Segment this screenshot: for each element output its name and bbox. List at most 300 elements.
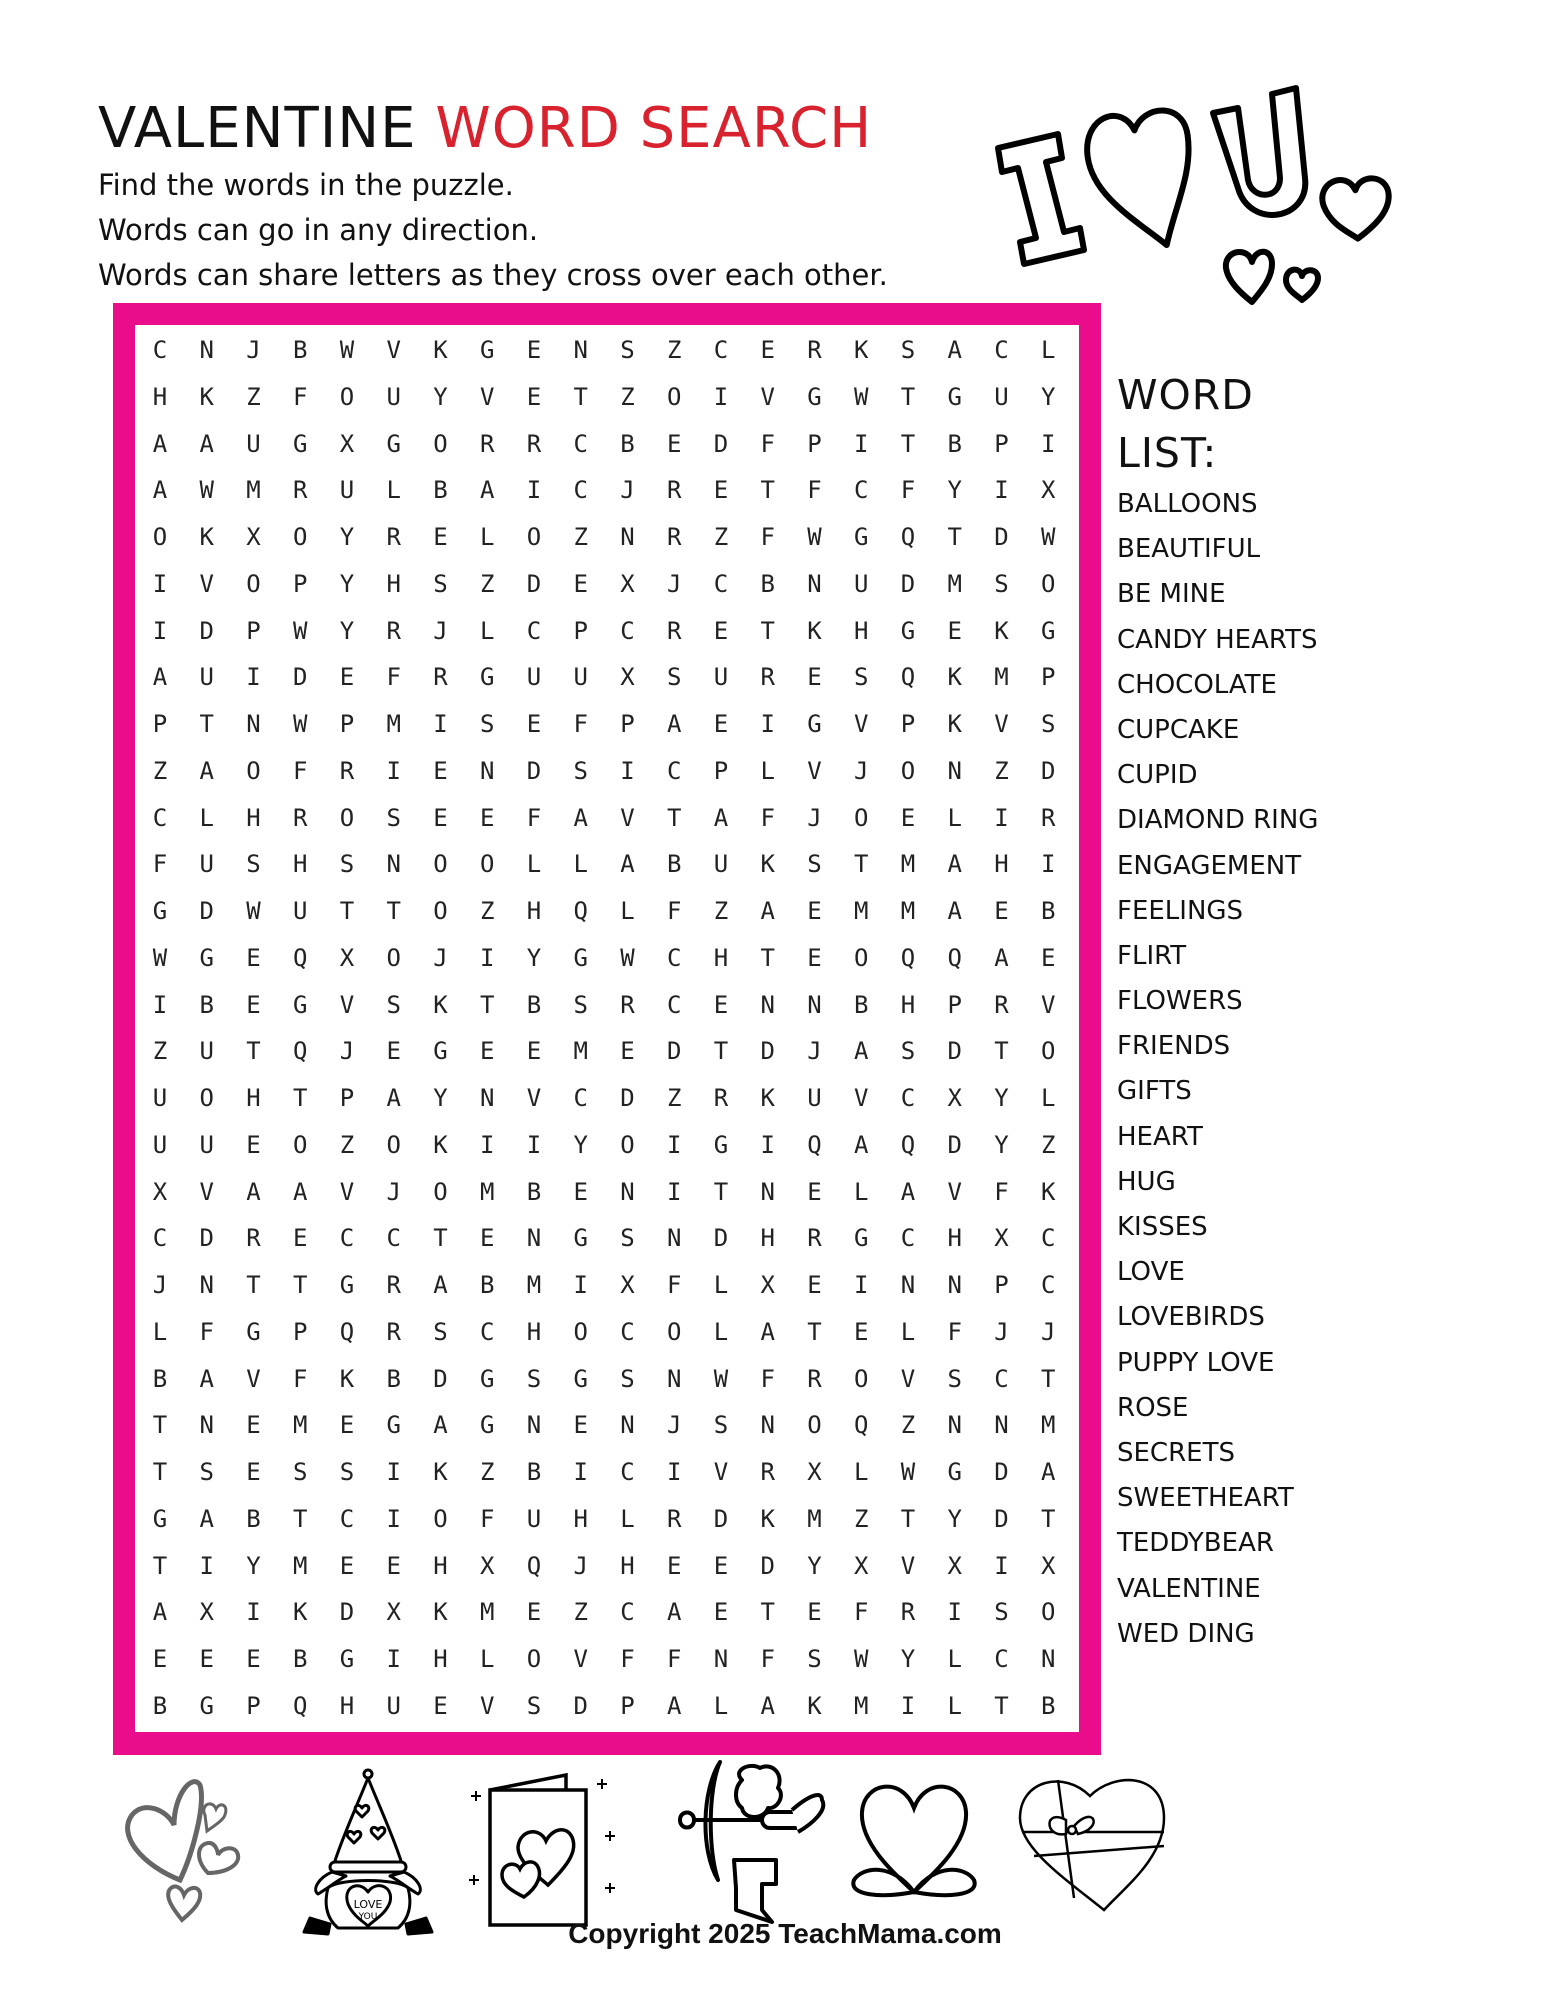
grid-cell[interactable]: M [480, 1598, 495, 1627]
grid-cell[interactable]: E [339, 1411, 355, 1440]
grid-cell[interactable]: M [526, 1271, 542, 1299]
grid-cell[interactable]: E [620, 1037, 635, 1066]
grid-cell[interactable]: E [667, 1551, 682, 1580]
grid-cell[interactable]: B [480, 1271, 495, 1299]
grid-cell[interactable]: T [760, 1598, 775, 1627]
grid-cell[interactable]: I [526, 476, 542, 505]
grid-cell[interactable]: U [526, 1504, 542, 1533]
grid-cell[interactable]: G [246, 1317, 261, 1346]
grid-cell[interactable]: X [1041, 1551, 1056, 1580]
grid-cell[interactable]: V [480, 382, 495, 411]
grid-cell[interactable]: X [947, 1551, 962, 1580]
grid-cell[interactable]: T [667, 803, 682, 832]
grid-cell[interactable]: T [293, 1084, 308, 1112]
grid-cell[interactable]: D [994, 1458, 1009, 1486]
grid-cell[interactable]: B [246, 1504, 261, 1533]
grid-cell[interactable]: S [526, 1691, 542, 1720]
grid-cell[interactable]: J [339, 1037, 355, 1066]
grid-cell[interactable]: K [433, 1130, 448, 1159]
grid-cell[interactable]: I [573, 1271, 588, 1299]
grid-cell[interactable]: V [480, 1691, 495, 1720]
grid-cell[interactable]: W [293, 616, 308, 645]
grid-cell[interactable]: A [900, 1177, 916, 1206]
grid-cell[interactable]: K [854, 336, 869, 364]
grid-cell[interactable]: D [667, 1037, 682, 1066]
grid-cell[interactable]: H [152, 382, 168, 411]
grid-cell[interactable]: S [713, 1411, 729, 1440]
grid-cell[interactable]: S [620, 336, 635, 364]
grid-cell[interactable]: N [994, 1411, 1009, 1440]
grid-cell[interactable]: T [199, 710, 214, 738]
grid-cell[interactable]: I [526, 1130, 542, 1159]
grid-cell[interactable]: N [526, 1224, 542, 1253]
grid-cell[interactable]: Q [573, 897, 588, 925]
grid-cell[interactable]: F [947, 1317, 962, 1346]
grid-cell[interactable]: N [526, 1411, 542, 1440]
grid-cell[interactable]: M [807, 1504, 822, 1533]
grid-cell[interactable]: S [994, 1598, 1009, 1627]
grid-cell[interactable]: O [246, 569, 261, 598]
grid-cell[interactable]: R [293, 803, 308, 832]
grid-cell[interactable]: L [947, 803, 962, 832]
grid-cell[interactable]: G [152, 897, 168, 925]
grid-cell[interactable]: C [854, 476, 869, 505]
grid-cell[interactable]: E [199, 1645, 214, 1673]
grid-cell[interactable]: S [386, 803, 401, 832]
grid-cell[interactable]: K [760, 850, 775, 879]
grid-cell[interactable]: Q [854, 1411, 869, 1440]
grid-cell[interactable]: G [900, 616, 916, 645]
grid-cell[interactable]: K [433, 1598, 448, 1627]
grid-cell[interactable]: E [433, 756, 448, 785]
grid-cell[interactable]: O [854, 803, 869, 832]
grid-cell[interactable]: R [480, 429, 495, 458]
grid-cell[interactable]: O [433, 897, 448, 925]
grid-cell[interactable]: U [199, 663, 214, 692]
grid-cell[interactable]: M [900, 897, 916, 925]
grid-cell[interactable]: L [199, 803, 214, 832]
grid-cell[interactable]: K [433, 1458, 448, 1486]
grid-cell[interactable]: U [994, 382, 1009, 411]
grid-cell[interactable]: E [480, 1224, 495, 1253]
grid-cell[interactable]: P [293, 569, 308, 598]
grid-cell[interactable]: V [1041, 990, 1056, 1019]
grid-cell[interactable]: E [667, 429, 682, 458]
grid-cell[interactable]: I [246, 1598, 261, 1627]
grid-cell[interactable]: M [246, 476, 261, 505]
grid-cell[interactable]: C [1041, 1224, 1056, 1253]
grid-cell[interactable]: S [573, 990, 588, 1019]
grid-cell[interactable]: D [760, 1551, 775, 1580]
grid-cell[interactable]: S [573, 756, 588, 785]
grid-cell[interactable]: T [293, 1271, 308, 1299]
grid-cell[interactable]: E [433, 1691, 448, 1720]
grid-cell[interactable]: J [854, 756, 869, 785]
grid-cell[interactable]: B [293, 1645, 308, 1673]
grid-cell[interactable]: K [760, 1084, 775, 1112]
grid-cell[interactable]: R [713, 1084, 729, 1112]
grid-cell[interactable]: O [620, 1130, 635, 1159]
grid-cell[interactable]: P [246, 1691, 261, 1720]
grid-cell[interactable]: S [900, 336, 916, 364]
grid-cell[interactable]: E [526, 1037, 542, 1066]
grid-cell[interactable]: H [526, 897, 542, 925]
grid-cell[interactable]: Z [994, 756, 1009, 785]
grid-cell[interactable]: I [386, 756, 401, 785]
grid-cell[interactable]: Z [667, 1084, 682, 1112]
grid-cell[interactable]: S [947, 1364, 962, 1393]
grid-cell[interactable]: V [246, 1364, 261, 1393]
grid-cell[interactable]: Y [433, 1084, 448, 1112]
grid-cell[interactable]: A [152, 663, 168, 692]
grid-cell[interactable]: U [807, 1084, 822, 1112]
grid-cell[interactable]: O [433, 1504, 448, 1533]
grid-cell[interactable]: C [152, 336, 168, 364]
grid-cell[interactable]: V [900, 1364, 916, 1393]
grid-cell[interactable]: F [760, 429, 775, 458]
grid-cell[interactable]: X [854, 1551, 869, 1580]
grid-cell[interactable]: V [339, 990, 355, 1019]
grid-cell[interactable]: A [854, 1130, 869, 1159]
grid-cell[interactable]: E [854, 1317, 869, 1346]
grid-cell[interactable]: E [900, 803, 916, 832]
grid-cell[interactable]: O [573, 1317, 588, 1346]
grid-cell[interactable]: E [386, 1037, 401, 1066]
grid-cell[interactable]: D [199, 897, 214, 925]
grid-cell[interactable]: P [994, 1271, 1009, 1299]
grid-cell[interactable]: T [760, 943, 775, 972]
grid-cell[interactable]: R [760, 1458, 775, 1486]
grid-cell[interactable]: C [386, 1224, 401, 1253]
grid-cell[interactable]: O [667, 1317, 682, 1346]
grid-cell[interactable]: D [573, 1691, 588, 1720]
grid-cell[interactable]: O [1041, 1598, 1056, 1627]
grid-cell[interactable]: F [293, 382, 308, 411]
grid-cell[interactable]: C [152, 1224, 168, 1253]
grid-cell[interactable]: D [199, 1224, 214, 1253]
grid-cell[interactable]: O [1041, 1037, 1056, 1066]
grid-cell[interactable]: K [339, 1364, 355, 1393]
grid-cell[interactable]: G [480, 336, 495, 364]
grid-cell[interactable]: E [807, 1598, 822, 1627]
grid-cell[interactable]: C [994, 336, 1009, 364]
grid-cell[interactable]: K [199, 382, 214, 411]
grid-cell[interactable]: Z [480, 1458, 495, 1486]
grid-cell[interactable]: E [713, 710, 729, 738]
grid-cell[interactable]: B [433, 476, 448, 505]
grid-cell[interactable]: R [807, 336, 822, 364]
grid-cell[interactable]: R [293, 476, 308, 505]
grid-cell[interactable]: F [293, 1364, 308, 1393]
grid-cell[interactable]: L [526, 850, 542, 879]
grid-cell[interactable]: R [807, 1224, 822, 1253]
grid-cell[interactable]: T [293, 1504, 308, 1533]
grid-cell[interactable]: L [386, 476, 401, 505]
grid-cell[interactable]: K [807, 616, 822, 645]
grid-cell[interactable]: G [947, 1458, 962, 1486]
grid-cell[interactable]: V [199, 569, 214, 598]
grid-cell[interactable]: X [199, 1598, 214, 1627]
grid-cell[interactable]: I [480, 1130, 495, 1159]
grid-cell[interactable]: A [947, 897, 962, 925]
grid-cell[interactable]: E [480, 803, 495, 832]
grid-cell[interactable]: N [760, 1177, 775, 1206]
grid-cell[interactable]: C [994, 1364, 1009, 1393]
grid-cell[interactable]: C [620, 616, 635, 645]
grid-cell[interactable]: D [900, 569, 916, 598]
grid-cell[interactable]: L [854, 1458, 869, 1486]
grid-cell[interactable]: L [947, 1691, 962, 1720]
grid-cell[interactable]: R [526, 429, 542, 458]
grid-cell[interactable]: M [1041, 1411, 1056, 1440]
grid-cell[interactable]: S [620, 1224, 635, 1253]
grid-cell[interactable]: H [339, 1691, 355, 1720]
grid-cell[interactable]: B [152, 1691, 168, 1720]
grid-cell[interactable]: E [246, 1645, 261, 1673]
grid-cell[interactable]: A [760, 1317, 775, 1346]
grid-cell[interactable]: P [900, 710, 916, 738]
grid-cell[interactable]: A [433, 1271, 448, 1299]
grid-cell[interactable]: X [339, 429, 355, 458]
grid-cell[interactable]: Z [152, 1037, 168, 1066]
grid-cell[interactable]: O [199, 1084, 214, 1112]
grid-cell[interactable]: O [1041, 569, 1056, 598]
grid-cell[interactable]: P [713, 756, 729, 785]
grid-cell[interactable]: V [900, 1551, 916, 1580]
grid-cell[interactable]: T [994, 1691, 1009, 1720]
grid-cell[interactable]: G [807, 710, 822, 738]
grid-cell[interactable]: S [199, 1458, 214, 1486]
grid-cell[interactable]: E [713, 1598, 729, 1627]
grid-cell[interactable]: A [667, 710, 682, 738]
grid-cell[interactable]: B [760, 569, 775, 598]
grid-cell[interactable]: P [152, 710, 168, 738]
grid-cell[interactable]: N [480, 1084, 495, 1112]
grid-cell[interactable]: K [433, 336, 448, 364]
grid-cell[interactable]: N [480, 756, 495, 785]
grid-cell[interactable]: S [807, 850, 822, 879]
grid-cell[interactable]: O [526, 1645, 542, 1673]
grid-cell[interactable]: X [386, 1598, 401, 1627]
grid-cell[interactable]: N [386, 850, 401, 879]
grid-cell[interactable]: K [760, 1504, 775, 1533]
grid-cell[interactable]: R [1041, 803, 1056, 832]
grid-cell[interactable]: O [854, 1364, 869, 1393]
grid-cell[interactable]: N [760, 990, 775, 1019]
grid-cell[interactable]: B [152, 1364, 168, 1393]
grid-cell[interactable]: X [620, 663, 635, 692]
grid-cell[interactable]: K [947, 710, 962, 738]
grid-cell[interactable]: N [199, 336, 214, 364]
grid-cell[interactable]: I [854, 429, 869, 458]
grid-cell[interactable]: F [760, 1364, 775, 1393]
grid-cell[interactable]: N [807, 569, 822, 598]
grid-cell[interactable]: E [386, 1551, 401, 1580]
grid-cell[interactable]: S [807, 1645, 822, 1673]
grid-cell[interactable]: G [854, 1224, 869, 1253]
grid-cell[interactable]: A [199, 429, 214, 458]
grid-cell[interactable]: T [386, 897, 401, 925]
grid-cell[interactable]: M [994, 663, 1009, 692]
grid-cell[interactable]: Q [900, 943, 916, 972]
grid-cell[interactable]: C [667, 943, 682, 972]
grid-cell[interactable]: E [152, 1645, 168, 1673]
grid-cell[interactable]: P [293, 1317, 308, 1346]
grid-cell[interactable]: D [760, 1037, 775, 1066]
grid-cell[interactable]: E [713, 1551, 729, 1580]
grid-cell[interactable]: H [293, 850, 308, 879]
grid-cell[interactable]: F [480, 1504, 495, 1533]
grid-cell[interactable]: V [713, 1458, 729, 1486]
grid-cell[interactable]: G [339, 1645, 355, 1673]
grid-cell[interactable]: J [152, 1271, 168, 1299]
grid-cell[interactable]: I [620, 756, 635, 785]
grid-cell[interactable]: Y [339, 616, 355, 645]
grid-cell[interactable]: R [386, 1271, 401, 1299]
grid-cell[interactable]: N [947, 1411, 962, 1440]
grid-cell[interactable]: D [713, 1224, 729, 1253]
grid-cell[interactable]: P [339, 710, 355, 738]
grid-cell[interactable]: W [854, 382, 869, 411]
grid-cell[interactable]: M [573, 1037, 588, 1066]
grid-cell[interactable]: R [433, 663, 448, 692]
grid-cell[interactable]: D [994, 523, 1009, 551]
grid-cell[interactable]: A [667, 1691, 682, 1720]
grid-cell[interactable]: R [667, 476, 682, 505]
grid-cell[interactable]: N [620, 523, 635, 551]
grid-cell[interactable]: C [900, 1224, 916, 1253]
grid-cell[interactable]: I [1041, 429, 1056, 458]
grid-cell[interactable]: V [573, 1645, 588, 1673]
grid-cell[interactable]: D [947, 1037, 962, 1066]
grid-cell[interactable]: X [994, 1224, 1009, 1253]
grid-cell[interactable]: F [760, 523, 775, 551]
grid-cell[interactable]: E [713, 616, 729, 645]
grid-cell[interactable]: V [760, 382, 775, 411]
grid-cell[interactable]: R [760, 663, 775, 692]
grid-cell[interactable]: I [152, 990, 168, 1019]
grid-cell[interactable]: Q [900, 663, 916, 692]
grid-cell[interactable]: I [713, 382, 729, 411]
grid-cell[interactable]: S [1041, 710, 1056, 738]
grid-cell[interactable]: G [386, 1411, 401, 1440]
grid-cell[interactable]: D [526, 756, 542, 785]
grid-cell[interactable]: F [900, 476, 916, 505]
grid-cell[interactable]: E [526, 710, 542, 738]
grid-cell[interactable]: A [947, 850, 962, 879]
grid-cell[interactable]: W [339, 336, 355, 364]
grid-cell[interactable]: J [433, 616, 448, 645]
grid-cell[interactable]: L [713, 1271, 729, 1299]
grid-cell[interactable]: A [760, 897, 775, 925]
grid-cell[interactable]: N [947, 1271, 962, 1299]
grid-cell[interactable]: V [386, 336, 401, 364]
grid-cell[interactable]: R [994, 990, 1009, 1019]
grid-cell[interactable]: J [807, 803, 822, 832]
grid-cell[interactable]: Z [900, 1411, 916, 1440]
grid-cell[interactable]: A [246, 1177, 261, 1206]
grid-cell[interactable]: U [339, 476, 355, 505]
grid-cell[interactable]: E [807, 943, 822, 972]
grid-cell[interactable]: Y [947, 1504, 962, 1533]
grid-cell[interactable]: N [573, 336, 588, 364]
grid-cell[interactable]: W [293, 710, 308, 738]
grid-cell[interactable]: Y [573, 1130, 588, 1159]
grid-cell[interactable]: L [760, 756, 775, 785]
grid-cell[interactable]: G [573, 1224, 588, 1253]
grid-cell[interactable]: V [854, 1084, 869, 1112]
grid-cell[interactable]: S [994, 569, 1009, 598]
grid-cell[interactable]: Z [573, 1598, 588, 1627]
grid-cell[interactable]: N [199, 1411, 214, 1440]
grid-cell[interactable]: U [152, 1130, 168, 1159]
grid-cell[interactable]: A [293, 1177, 308, 1206]
grid-cell[interactable]: C [573, 476, 588, 505]
grid-cell[interactable]: E [293, 1224, 308, 1253]
grid-cell[interactable]: T [152, 1551, 168, 1580]
grid-cell[interactable]: V [526, 1084, 542, 1112]
grid-cell[interactable]: E [433, 523, 448, 551]
grid-cell[interactable]: N [807, 990, 822, 1019]
grid-cell[interactable]: J [667, 569, 682, 598]
grid-cell[interactable]: R [620, 990, 635, 1019]
grid-cell[interactable]: U [293, 897, 308, 925]
grid-cell[interactable]: F [807, 476, 822, 505]
grid-cell[interactable]: P [246, 616, 261, 645]
grid-cell[interactable]: F [667, 1645, 682, 1673]
grid-cell[interactable]: Y [994, 1084, 1009, 1112]
grid-cell[interactable]: Z [246, 382, 261, 411]
grid-cell[interactable]: Q [293, 943, 308, 972]
grid-cell[interactable]: Y [947, 476, 962, 505]
grid-cell[interactable]: Y [1041, 382, 1056, 411]
grid-cell[interactable]: A [386, 1084, 401, 1112]
grid-cell[interactable]: J [1041, 1317, 1056, 1346]
grid-cell[interactable]: Q [807, 1130, 822, 1159]
grid-cell[interactable]: A [667, 1598, 682, 1627]
grid-cell[interactable]: A [152, 1598, 168, 1627]
grid-cell[interactable]: J [620, 476, 635, 505]
grid-cell[interactable]: X [339, 943, 355, 972]
grid-cell[interactable]: C [620, 1598, 635, 1627]
grid-cell[interactable]: I [246, 663, 261, 692]
grid-cell[interactable]: W [152, 943, 168, 972]
grid-cell[interactable]: T [713, 1037, 729, 1066]
grid-cell[interactable]: R [667, 1504, 682, 1533]
grid-cell[interactable]: A [760, 1691, 775, 1720]
grid-cell[interactable]: E [339, 663, 355, 692]
grid-cell[interactable]: G [152, 1504, 168, 1533]
grid-cell[interactable]: G [713, 1130, 729, 1159]
grid-cell[interactable]: K [199, 523, 214, 551]
grid-cell[interactable]: P [339, 1084, 355, 1112]
grid-cell[interactable]: G [293, 990, 308, 1019]
grid-cell[interactable]: Q [339, 1317, 355, 1346]
grid-cell[interactable]: O [526, 523, 542, 551]
grid-cell[interactable]: Y [807, 1551, 822, 1580]
grid-cell[interactable]: O [293, 523, 308, 551]
grid-cell[interactable]: J [246, 336, 261, 364]
grid-cell[interactable]: D [433, 1364, 448, 1393]
grid-cell[interactable]: R [667, 616, 682, 645]
grid-cell[interactable]: G [807, 382, 822, 411]
grid-cell[interactable]: E [807, 897, 822, 925]
grid-cell[interactable]: M [293, 1411, 308, 1440]
grid-cell[interactable]: F [760, 803, 775, 832]
grid-cell[interactable]: A [433, 1411, 448, 1440]
grid-cell[interactable]: O [339, 803, 355, 832]
grid-cell[interactable]: D [199, 616, 214, 645]
